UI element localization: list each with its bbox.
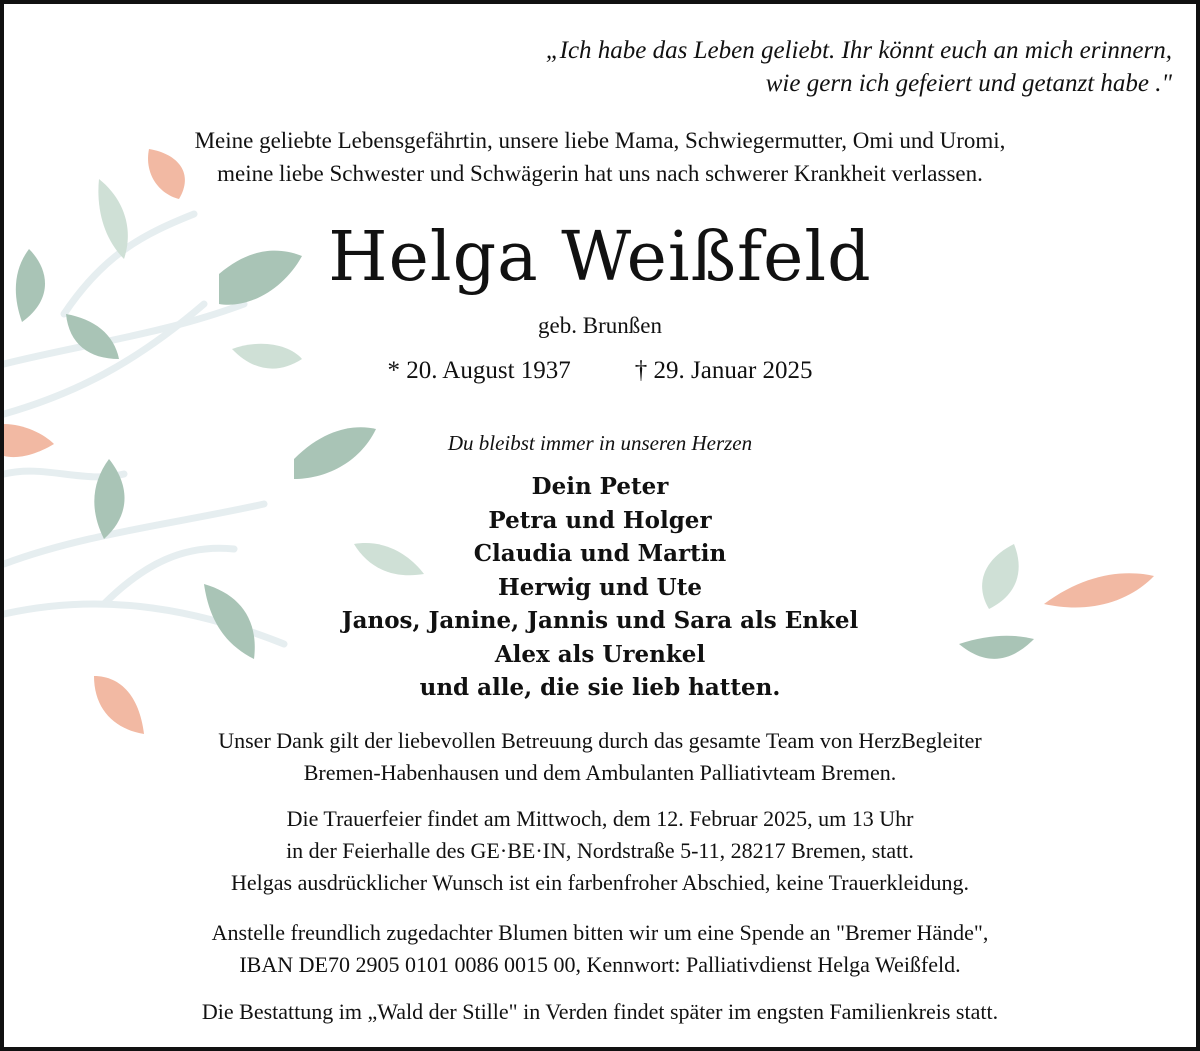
epigraph-quote bbox=[546, 34, 1172, 100]
intro-line-1: Meine geliebte Lebensgefährtin, unsere liebe Mama, Schwiegermutter, Omi und Uromi, bbox=[194, 128, 1006, 153]
mourner-line: Petra und Holger bbox=[488, 506, 712, 534]
donation-paragraph bbox=[4, 917, 1196, 981]
intro-line-2: meine liebe Schwester und Schwägerin hat uns nach schwerer Krankheit verlassen. bbox=[217, 161, 983, 186]
donation-line-2: IBAN DE70 2905 0101 0086 0015 00, Kennwort: Palliativdienst Helga Weißfeld. bbox=[239, 952, 961, 977]
deceased-name: Helga Weißfeld bbox=[328, 218, 872, 297]
donation-line-1: Anstelle freundlich zugedachter Blumen bitten wir um eine Spende an "Bremer Hände", bbox=[211, 920, 989, 945]
funeral-paragraph bbox=[4, 803, 1196, 899]
mourner-line: Claudia und Martin bbox=[473, 540, 727, 567]
death-date: † 29. Januar 2025 bbox=[634, 357, 813, 384]
intro-text bbox=[4, 124, 1196, 190]
funeral-line-1: Die Trauerfeier findet am Mittwoch, dem 12. Februar 2025, um 13 Uhr bbox=[286, 806, 914, 831]
mourner-line: Janos, Janine, Jannis und Sara als Enkel bbox=[341, 607, 859, 634]
thanks-line-1: Unser Dank gilt der liebevollen Betreuung durch das gesamte Team von HerzBegleiter bbox=[218, 728, 982, 753]
funeral-line-3: Helgas ausdrücklicher Wunsch ist ein farbenfroher Abschied, keine Trauerkleidung. bbox=[231, 870, 969, 895]
funeral-line-2: in der Feierhalle des GE·BE·IN, Nordstraße 5-11, 28217 Bremen, statt. bbox=[286, 838, 914, 863]
mourners-list bbox=[4, 470, 1196, 705]
quote-line-1: „Ich habe das Leben geliebt. Ihr könnt euch an mich erinnern, bbox=[545, 37, 1172, 64]
mourner-line: und alle, die sie lieb hatten. bbox=[419, 674, 781, 701]
birth-date: * 20. August 1937 bbox=[387, 357, 571, 384]
thanks-paragraph bbox=[4, 725, 1196, 789]
mourner-line: Herwig und Ute bbox=[498, 573, 702, 601]
mourner-line: Alex als Urenkel bbox=[494, 640, 706, 668]
burial-line: Die Bestattung im „Wald der Stille" in Verden findet später im engsten Familienkreis statt. bbox=[201, 999, 999, 1024]
quote-line-2: wie gern ich gefeiert und getanzt habe ." bbox=[765, 70, 1172, 97]
life-dates bbox=[4, 354, 1196, 388]
thanks-line-2: Bremen-Habenhausen und dem Ambulanten Palliativteam Bremen. bbox=[303, 760, 897, 785]
burial-paragraph bbox=[4, 996, 1196, 1028]
mourner-line: Dein Peter bbox=[531, 473, 669, 500]
memorial-subtitle: Du bleibst immer in unseren Herzen bbox=[447, 431, 753, 455]
birth-name: geb. Brunßen bbox=[538, 313, 662, 338]
